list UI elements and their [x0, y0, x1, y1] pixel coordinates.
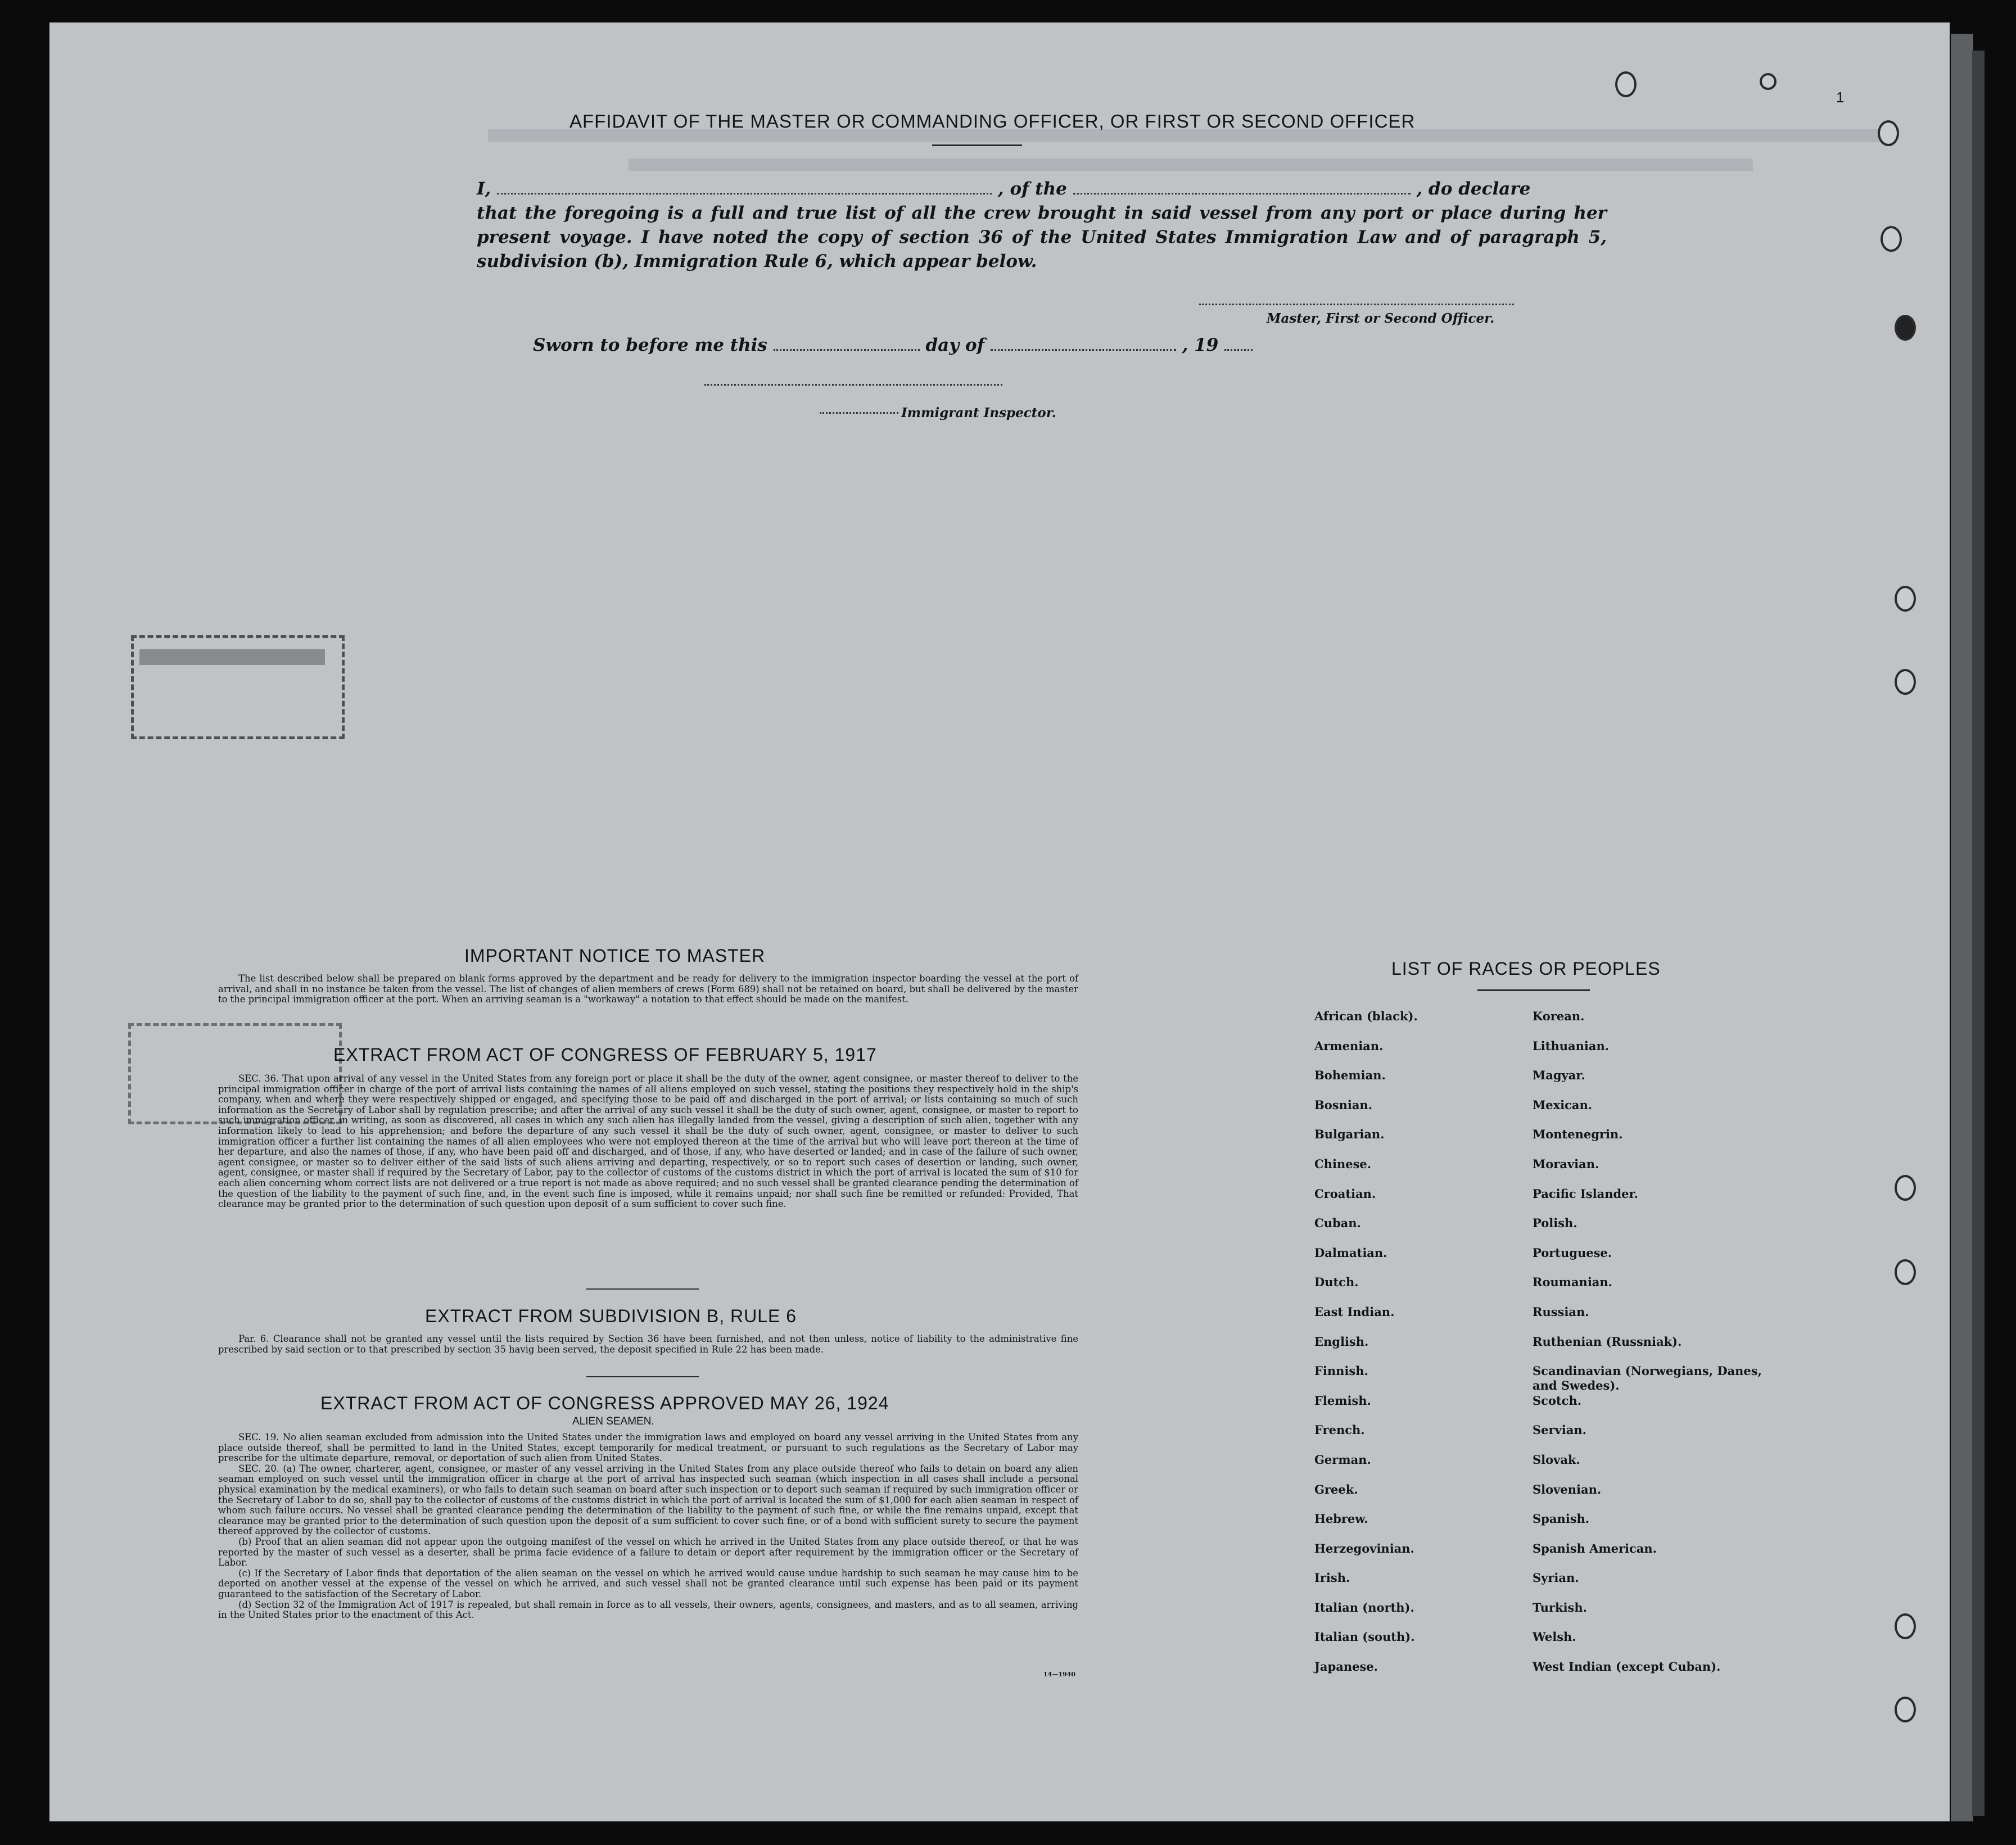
inspector-line-short [820, 412, 898, 414]
binder-hole [1615, 71, 1637, 97]
race-item: Cuban. [1314, 1216, 1361, 1231]
sworn-month-blank[interactable] [991, 349, 1176, 351]
race-item: Dutch. [1314, 1275, 1359, 1290]
title-rule [932, 144, 1022, 146]
race-item: German. [1314, 1452, 1371, 1467]
race-item: Slovenian. [1533, 1482, 1602, 1496]
inspector-line[interactable] [704, 384, 1002, 386]
race-item: Polish. [1533, 1216, 1577, 1231]
affidavit-body: that the foregoing is a full and true list of all the crew brought in said vessel from any port or place during her present voyage. I have noted the copy of section 36 of the United States Immigration Law and of paragraph 5, subdivision (b), Immigration Rule 6, which appear below. [477, 203, 1607, 272]
race-item: East Indian. [1314, 1304, 1395, 1319]
binder-hole [1895, 1697, 1916, 1722]
race-item: Italian (north). [1314, 1600, 1414, 1615]
binder-hole [1895, 669, 1916, 695]
race-item: Bohemian. [1314, 1068, 1386, 1083]
race-item: Portuguese. [1533, 1245, 1612, 1260]
inspector-label: Immigrant Inspector. [901, 405, 1056, 420]
extract-1924-sec20b: (b) Proof that an alien seaman did not appear upon the outgoing manifest of the vessel on which he arrived in the United States from any place outside thereof, or that he was reported by the master of such vessel as a deserter, shall be prima facie evidence of a failure to detain or deport after requirement by the immigration officer or the Secretary of Labor. [218, 1536, 1078, 1568]
race-item: Roumanian. [1533, 1275, 1612, 1290]
signature-label: Master, First or Second Officer. [1267, 311, 1495, 326]
binder-hole [1881, 226, 1902, 252]
race-item: Dalmatian. [1314, 1245, 1387, 1260]
paper-edge [1972, 51, 1985, 1816]
binder-hole [1895, 586, 1916, 612]
races-left-column [1314, 1009, 1517, 1689]
races-right-column [1533, 1009, 1774, 1689]
day-of-text: day of [925, 335, 985, 355]
race-item: Bosnian. [1314, 1097, 1373, 1112]
extract-1924-subtitle: ALIEN SEAMEN. [572, 1416, 654, 1427]
races-title-rule [1477, 989, 1590, 991]
extract-1924-title: EXTRACT FROM ACT OF CONGRESS APPROVED MAY 26, 1924 [320, 1393, 889, 1413]
binder-hole [1760, 73, 1777, 90]
extract-1924-body [218, 1432, 1078, 1621]
race-item: Ruthenian (Russniak). [1533, 1334, 1682, 1349]
race-item: Pacific Islander. [1533, 1186, 1638, 1201]
race-item: Mexican. [1533, 1097, 1593, 1112]
binder-hole [1895, 1175, 1916, 1201]
year-prefix: , 19 [1182, 335, 1219, 355]
extract-1924-sec19: SEC. 19. No alien seaman excluded from admission into the United States under the immigration laws and employed on board any vessel arriving in the United States from any place outside thereof, shall be permitted to land in the United States, except temporarily for medical treatment, or pursuant to such regulations as the Secretary of Labor may prescribe for the ultimate departure, removal, or deportation of such alien from United States. [218, 1432, 1078, 1464]
race-item: Russian. [1533, 1304, 1589, 1319]
margin-mark: 1 [1836, 89, 1845, 106]
binder-hole [1895, 1259, 1916, 1285]
signature-line[interactable] [1199, 304, 1514, 305]
affidavit-declaration-line [477, 177, 1607, 201]
sworn-day-blank[interactable] [774, 349, 920, 351]
race-item: Spanish. [1533, 1512, 1590, 1526]
extract-1924-sec20c: (c) If the Secretary of Labor finds that deportation of the alien seaman on the vessel on which he arrived would cause undue hardship to such seaman he may cause him to be deported on another vessel at the expense of the vessel on which he arrived, and such vessel shall not be granted clearance until such expense has been paid or its payment guaranteed to the satisfaction of the Secretary of Labor. [218, 1567, 1078, 1599]
section-rule [586, 1288, 699, 1290]
sworn-text: Sworn to before me this [533, 335, 767, 355]
form-number: 14—1940 [1043, 1671, 1075, 1678]
race-item: Hebrew. [1314, 1512, 1368, 1526]
race-item: English. [1314, 1334, 1369, 1349]
race-item: Armenian. [1314, 1038, 1384, 1053]
sworn-line [533, 333, 1253, 358]
race-item: Servian. [1533, 1423, 1586, 1437]
race-item: Turkish. [1533, 1600, 1587, 1615]
vessel-blank[interactable] [1073, 192, 1411, 195]
race-item: Japanese. [1314, 1659, 1378, 1674]
race-item: Greek. [1314, 1482, 1358, 1496]
document-page [49, 22, 1950, 1821]
extract-1917-title: EXTRACT FROM ACT OF CONGRESS OF FEBRUARY 5, 1917 [333, 1044, 877, 1065]
race-item: Finnish. [1314, 1364, 1368, 1378]
stamp-band [139, 649, 325, 665]
race-item: Lithuanian. [1533, 1038, 1610, 1053]
race-item: Moravian. [1533, 1156, 1599, 1171]
sworn-year-blank[interactable] [1224, 349, 1253, 351]
race-item: French. [1314, 1423, 1365, 1437]
paper-edge [1951, 34, 1973, 1821]
binder-hole [1895, 1613, 1916, 1639]
extract-1917-body: SEC. 36. That upon arrival of any vessel in the United States from any foreign port or place it shall be the duty of the owner, agent consignee, or master thereof to deliver to the principal immigration officer in charge of the port of arrival lists containing the names of all aliens employed on such vessel, stating the positions they respectively hold in the ship's company, when and where they were respectively shipped or engaged, and specifying those to be paid off and discharged in the port of arrival; or lists containing so much of such information as the Secretary of Labor shall by regulation prescribe; and after the arrival of any such vessel it shall be the duty of such owner, agent, consignee, or master to report to such immigration officer, in writing, as soon as discovered, all cases in which any such alien has illegally landed from the vessel, giving a description of such alien, together with any information likely to lead to his apprehension; and before the departure of any such vessel it shall be the duty of such owner, agent, consignee, or master to deliver to such immigration officer a further list containing the names of all alien employees who were not employed thereon at the time of the arrival but who will leave port thereon at the time of her departure, and also the names of those, if any, who have been paid off and discharged, and of those, if any, who have deserted or landed; and in case of the failure of such owner, agent consignee, or master so to deliver either of the said lists of such aliens arriving and departing, respectively, or so to report such cases of desertion or landing, such owner, agent, consignee, or master shall if required by the Secretary of Labor, pay to the collector of customs of the customs district in which the port of arrival is located the sum of $10 for each alien concerning whom correct lists are not delivered or a true report is not made as above required; and no such vessel shall be granted clearance pending the determination of the question of the liability to the payment of such fine, and, in the event such fine is imposed, while it remains unpaid; nor shall such fine be remitted or refunded: Provided, That clearance may be granted prior to the determination of such question upon deposit of a sum sufficient to cover such fine. [218, 1073, 1078, 1210]
affidavit-i: I, [477, 179, 491, 199]
affidavit-title: AFFIDAVIT OF THE MASTER OR COMMANDING OFFICER, OR FIRST OR SECOND OFFICER [569, 111, 1416, 132]
races-title: LIST OF RACES OR PEOPLES [1391, 958, 1661, 979]
race-item: Bulgarian. [1314, 1127, 1385, 1142]
race-item: Croatian. [1314, 1186, 1376, 1201]
race-item: Korean. [1533, 1009, 1585, 1023]
extract-1924-sec20a: SEC. 20. (a) The owner, charterer, agent, consignee, or master of any vessel arriving in the United States from any place outside thereof who fails to detain on board any alien seaman employed on such vessel until the immigration officer in charge at the port of arrival has inspected such seaman (which inspection in all cases shall include a personal physical examination by the medical examiners), or who fails to detain such seaman on board after such inspection or to deport such seaman if required by such immigration officer or the Secretary of Labor to do so, shall pay to the collector of customs of the customs district in which the port of arrival is located the sum of $1,000 for each alien seaman in respect of whom such failure occurs. No vessel shall be granted clearance pending the determination of the liability to the payment of such fine, or while the fine remains unpaid, except that clearance may be granted prior to the determination of such question upon the deposit of a sum sufficient to cover such fine, or of a bond with sufficient surety to secure the payment thereof approved by the collector of customs. [218, 1463, 1078, 1537]
notice-body: The list described below shall be prepared on blank forms approved by the department and be ready for delivery to the immigration inspector boarding the vessel at the port of arrival, and shall in no instance be taken from the vessel. The list of changes of alien members of crews (Form 689) shall not be retained on board, but shall be delivered by the master to the principal immigration officer at the port. When an arriving seaman is a "workaway" a notation to that effect should be made on the manifest. [218, 973, 1078, 1005]
affidavit-declare: , do declare [1416, 179, 1531, 199]
race-item: Flemish. [1314, 1393, 1371, 1408]
race-item: Magyar. [1533, 1068, 1585, 1083]
race-item: Herzegovinian. [1314, 1541, 1414, 1555]
race-item: Chinese. [1314, 1156, 1372, 1171]
section-rule [586, 1376, 699, 1377]
race-item: Welsh. [1533, 1630, 1576, 1644]
affidavit-of-the: , of the [997, 179, 1067, 199]
race-item: Irish. [1314, 1571, 1350, 1585]
extract-1924-sec20d: (d) Section 32 of the Immigration Act of 1917 is repealed, but shall remain in force as to all vessels, their owners, agents, consignees, and masters, and as to all seamen, arriving in the United States prior to the enactment of this Act. [218, 1599, 1078, 1621]
binder-hole [1895, 315, 1916, 341]
binder-hole [1878, 120, 1899, 146]
race-item: Slovak. [1533, 1452, 1580, 1467]
extract-rule6-title: EXTRACT FROM SUBDIVISION B, RULE 6 [425, 1306, 797, 1326]
race-item: African (black). [1314, 1009, 1418, 1023]
race-item: Spanish American. [1533, 1541, 1657, 1555]
name-blank[interactable] [497, 192, 992, 195]
race-item: Syrian. [1533, 1571, 1579, 1585]
race-item: Scotch. [1533, 1393, 1582, 1408]
extract-rule6-body: Par. 6. Clearance shall not be granted any vessel until the lists required by Section 36 have been furnished, and not then unless, notice of liability to the administrative fine prescribed by said section or to that prescribed by section 35 havig been served, the deposit specified in Rule 22 has been made. [218, 1333, 1078, 1355]
race-item: Italian (south). [1314, 1630, 1415, 1644]
race-item: Scandinavian (Norwegians, Danes, and Swedes). [1533, 1364, 1762, 1393]
race-item: West Indian (except Cuban). [1533, 1659, 1721, 1674]
race-item: Montenegrin. [1533, 1127, 1623, 1142]
notice-title: IMPORTANT NOTICE TO MASTER [464, 946, 766, 966]
